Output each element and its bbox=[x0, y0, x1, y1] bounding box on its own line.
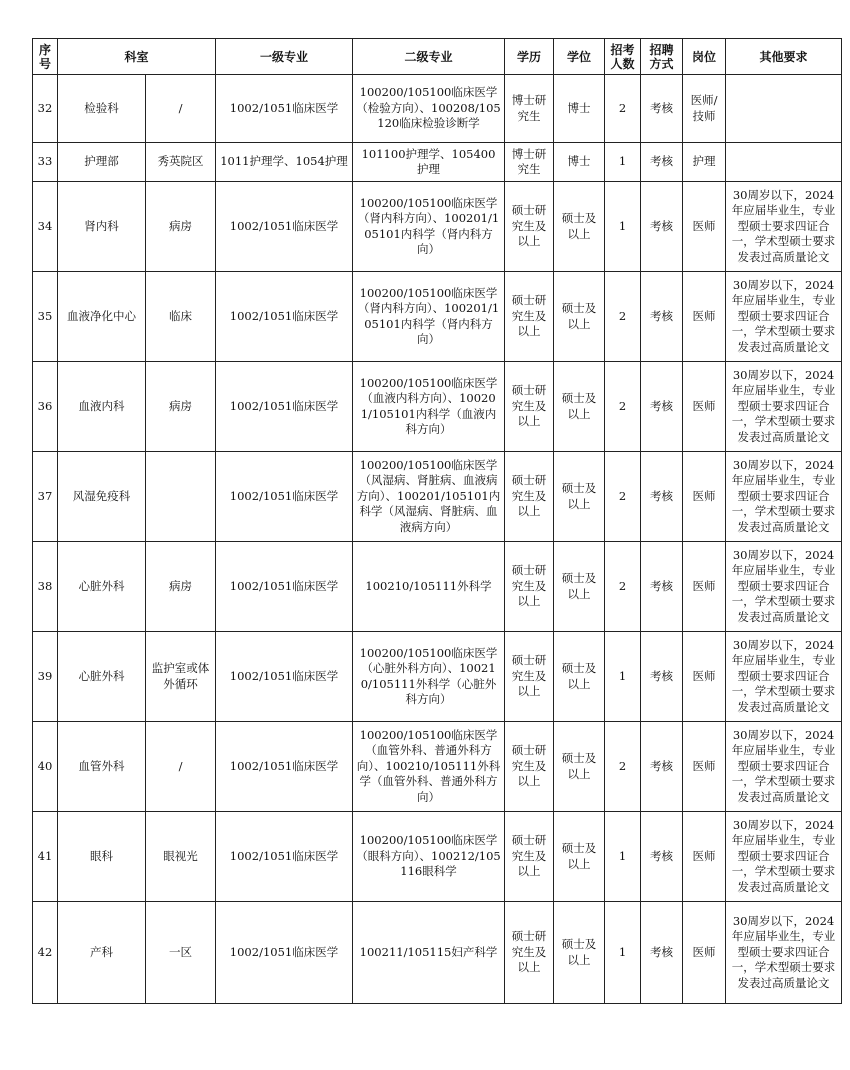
cell-sub-dept: / bbox=[146, 722, 216, 812]
cell-degree: 硕士及以上 bbox=[554, 272, 605, 362]
table-row bbox=[33, 902, 842, 1004]
cell-major2: 100200/105100临床医学（风湿病、肾脏病、血液病方向）、100201/105101内科学（风湿病、肾脏病、血液病方向） bbox=[353, 452, 505, 542]
cell-other bbox=[726, 75, 842, 143]
cell-dept: 检验科 bbox=[58, 75, 146, 143]
cell-sub-dept: 临床 bbox=[146, 272, 216, 362]
cell-major2: 100200/105100临床医学（眼科方向）、100212/105116眼科学 bbox=[353, 812, 505, 902]
cell-education: 硕士研究生及以上 bbox=[505, 722, 554, 812]
table-row bbox=[33, 182, 842, 272]
cell-method: 考核 bbox=[641, 812, 683, 902]
cell-sub-dept: 一区 bbox=[146, 902, 216, 1004]
cell-count: 2 bbox=[605, 272, 641, 362]
cell-seq: 41 bbox=[33, 812, 58, 902]
cell-count: 2 bbox=[605, 542, 641, 632]
cell-seq: 39 bbox=[33, 632, 58, 722]
cell-major1: 1011护理学、1054护理 bbox=[216, 143, 353, 182]
cell-major1: 1002/1051临床医学 bbox=[216, 182, 353, 272]
cell-seq: 42 bbox=[33, 902, 58, 1004]
cell-post: 医师 bbox=[683, 542, 726, 632]
cell-count: 1 bbox=[605, 812, 641, 902]
cell-sub-dept: 秀英院区 bbox=[146, 143, 216, 182]
cell-degree: 硕士及以上 bbox=[554, 452, 605, 542]
table-row bbox=[33, 542, 842, 632]
table-row bbox=[33, 722, 842, 812]
cell-sub-dept: 病房 bbox=[146, 362, 216, 452]
cell-method: 考核 bbox=[641, 452, 683, 542]
cell-post: 医师 bbox=[683, 812, 726, 902]
header-major1: 一级专业 bbox=[216, 39, 353, 75]
cell-dept: 心脏外科 bbox=[58, 542, 146, 632]
table-row bbox=[33, 632, 842, 722]
cell-other: 30周岁以下，2024年应届毕业生，专业型硕士要求四证合一，学术型硕士要求发表过高质量论文 bbox=[726, 182, 842, 272]
header-degree: 学位 bbox=[554, 39, 605, 75]
cell-method: 考核 bbox=[641, 143, 683, 182]
cell-method: 考核 bbox=[641, 542, 683, 632]
header-dept: 科室 bbox=[58, 39, 216, 75]
cell-dept: 风湿免疫科 bbox=[58, 452, 146, 542]
cell-education: 博士研究生 bbox=[505, 75, 554, 143]
cell-count: 2 bbox=[605, 452, 641, 542]
table-row bbox=[33, 75, 842, 143]
cell-sub-dept: 眼视光 bbox=[146, 812, 216, 902]
cell-sub-dept: 病房 bbox=[146, 542, 216, 632]
cell-degree: 博士 bbox=[554, 75, 605, 143]
cell-major1: 1002/1051临床医学 bbox=[216, 452, 353, 542]
cell-other: 30周岁以下，2024年应届毕业生，专业型硕士要求四证合一，学术型硕士要求发表过高质量论文 bbox=[726, 722, 842, 812]
cell-count: 1 bbox=[605, 902, 641, 1004]
cell-seq: 40 bbox=[33, 722, 58, 812]
cell-major1: 1002/1051临床医学 bbox=[216, 542, 353, 632]
cell-count: 2 bbox=[605, 722, 641, 812]
cell-education: 硕士研究生及以上 bbox=[505, 272, 554, 362]
cell-method: 考核 bbox=[641, 362, 683, 452]
cell-other: 30周岁以下，2024年应届毕业生，专业型硕士要求四证合一，学术型硕士要求发表过高质量论文 bbox=[726, 632, 842, 722]
table-row bbox=[33, 272, 842, 362]
cell-count: 2 bbox=[605, 362, 641, 452]
cell-other: 30周岁以下，2024年应届毕业生，专业型硕士要求四证合一，学术型硕士要求发表过高质量论文 bbox=[726, 542, 842, 632]
cell-degree: 硕士及以上 bbox=[554, 902, 605, 1004]
cell-other: 30周岁以下，2024年应届毕业生，专业型硕士要求四证合一，学术型硕士要求发表过高质量论文 bbox=[726, 452, 842, 542]
cell-post: 医师 bbox=[683, 902, 726, 1004]
cell-dept: 眼科 bbox=[58, 812, 146, 902]
cell-degree: 硕士及以上 bbox=[554, 722, 605, 812]
cell-other: 30周岁以下，2024年应届毕业生，专业型硕士要求四证合一，学术型硕士要求发表过高质量论文 bbox=[726, 902, 842, 1004]
cell-post: 医师 bbox=[683, 632, 726, 722]
header-row bbox=[33, 39, 842, 75]
cell-post: 医师/技师 bbox=[683, 75, 726, 143]
cell-major2: 100211/105115妇产科学 bbox=[353, 902, 505, 1004]
cell-major1: 1002/1051临床医学 bbox=[216, 902, 353, 1004]
cell-dept: 血液净化中心 bbox=[58, 272, 146, 362]
cell-dept: 护理部 bbox=[58, 143, 146, 182]
cell-seq: 34 bbox=[33, 182, 58, 272]
table-row bbox=[33, 362, 842, 452]
cell-education: 硕士研究生及以上 bbox=[505, 902, 554, 1004]
cell-seq: 35 bbox=[33, 272, 58, 362]
cell-dept: 心脏外科 bbox=[58, 632, 146, 722]
cell-post: 医师 bbox=[683, 362, 726, 452]
cell-other: 30周岁以下，2024年应届毕业生，专业型硕士要求四证合一，学术型硕士要求发表过高质量论文 bbox=[726, 812, 842, 902]
cell-method: 考核 bbox=[641, 182, 683, 272]
cell-post: 医师 bbox=[683, 722, 726, 812]
cell-degree: 硕士及以上 bbox=[554, 812, 605, 902]
cell-major2: 100200/105100临床医学（检验方向）、100208/105120临床检验诊断学 bbox=[353, 75, 505, 143]
cell-major2: 100200/105100临床医学（血液内科方向）、100201/105101内科学（血液内科方向） bbox=[353, 362, 505, 452]
cell-other: 30周岁以下，2024年应届毕业生，专业型硕士要求四证合一，学术型硕士要求发表过高质量论文 bbox=[726, 362, 842, 452]
cell-education: 硕士研究生及以上 bbox=[505, 542, 554, 632]
cell-seq: 37 bbox=[33, 452, 58, 542]
header-major2: 二级专业 bbox=[353, 39, 505, 75]
cell-post: 医师 bbox=[683, 452, 726, 542]
cell-method: 考核 bbox=[641, 902, 683, 1004]
header-count: 招考人数 bbox=[605, 39, 641, 75]
cell-dept: 肾内科 bbox=[58, 182, 146, 272]
cell-major1: 1002/1051临床医学 bbox=[216, 722, 353, 812]
cell-method: 考核 bbox=[641, 722, 683, 812]
cell-degree: 硕士及以上 bbox=[554, 362, 605, 452]
header-post: 岗位 bbox=[683, 39, 726, 75]
cell-dept: 产科 bbox=[58, 902, 146, 1004]
cell-seq: 38 bbox=[33, 542, 58, 632]
table-row bbox=[33, 812, 842, 902]
cell-major1: 1002/1051临床医学 bbox=[216, 632, 353, 722]
cell-seq: 33 bbox=[33, 143, 58, 182]
cell-major1: 1002/1051临床医学 bbox=[216, 75, 353, 143]
cell-education: 硕士研究生及以上 bbox=[505, 452, 554, 542]
cell-other bbox=[726, 143, 842, 182]
header-other: 其他要求 bbox=[726, 39, 842, 75]
cell-education: 硕士研究生及以上 bbox=[505, 812, 554, 902]
cell-post: 医师 bbox=[683, 272, 726, 362]
cell-seq: 36 bbox=[33, 362, 58, 452]
recruitment-table bbox=[32, 38, 842, 1004]
cell-method: 考核 bbox=[641, 632, 683, 722]
cell-post: 护理 bbox=[683, 143, 726, 182]
cell-major2: 100200/105100临床医学（心脏外科方向）、100210/105111外科学（心脏外科方向） bbox=[353, 632, 505, 722]
cell-count: 2 bbox=[605, 75, 641, 143]
cell-dept: 血液内科 bbox=[58, 362, 146, 452]
cell-major1: 1002/1051临床医学 bbox=[216, 362, 353, 452]
cell-education: 硕士研究生及以上 bbox=[505, 182, 554, 272]
cell-count: 1 bbox=[605, 632, 641, 722]
cell-major2: 100200/105100临床医学（肾内科方向）、100201/105101内科学（肾内科方向） bbox=[353, 272, 505, 362]
cell-sub-dept: 监护室或体外循环 bbox=[146, 632, 216, 722]
cell-major2: 101100护理学、105400护理 bbox=[353, 143, 505, 182]
cell-major1: 1002/1051临床医学 bbox=[216, 812, 353, 902]
cell-degree: 硕士及以上 bbox=[554, 182, 605, 272]
cell-method: 考核 bbox=[641, 75, 683, 143]
table-row bbox=[33, 143, 842, 182]
cell-count: 1 bbox=[605, 182, 641, 272]
cell-major2: 100210/105111外科学 bbox=[353, 542, 505, 632]
cell-post: 医师 bbox=[683, 182, 726, 272]
cell-major1: 1002/1051临床医学 bbox=[216, 272, 353, 362]
header-seq: 序号 bbox=[33, 39, 58, 75]
cell-education: 硕士研究生及以上 bbox=[505, 632, 554, 722]
cell-method: 考核 bbox=[641, 272, 683, 362]
cell-sub-dept bbox=[146, 452, 216, 542]
cell-education: 硕士研究生及以上 bbox=[505, 362, 554, 452]
table-row bbox=[33, 452, 842, 542]
cell-dept: 血管外科 bbox=[58, 722, 146, 812]
cell-education: 博士研究生 bbox=[505, 143, 554, 182]
cell-seq: 32 bbox=[33, 75, 58, 143]
cell-degree: 硕士及以上 bbox=[554, 632, 605, 722]
cell-other: 30周岁以下，2024年应届毕业生，专业型硕士要求四证合一，学术型硕士要求发表过高质量论文 bbox=[726, 272, 842, 362]
cell-sub-dept: 病房 bbox=[146, 182, 216, 272]
cell-sub-dept: / bbox=[146, 75, 216, 143]
header-education: 学历 bbox=[505, 39, 554, 75]
cell-degree: 博士 bbox=[554, 143, 605, 182]
cell-major2: 100200/105100临床医学（肾内科方向）、100201/105101内科学（肾内科方向） bbox=[353, 182, 505, 272]
header-method: 招聘方式 bbox=[641, 39, 683, 75]
cell-count: 1 bbox=[605, 143, 641, 182]
cell-degree: 硕士及以上 bbox=[554, 542, 605, 632]
cell-major2: 100200/105100临床医学（血管外科、普通外科方向）、100210/105111外科学（血管外科、普通外科方向） bbox=[353, 722, 505, 812]
